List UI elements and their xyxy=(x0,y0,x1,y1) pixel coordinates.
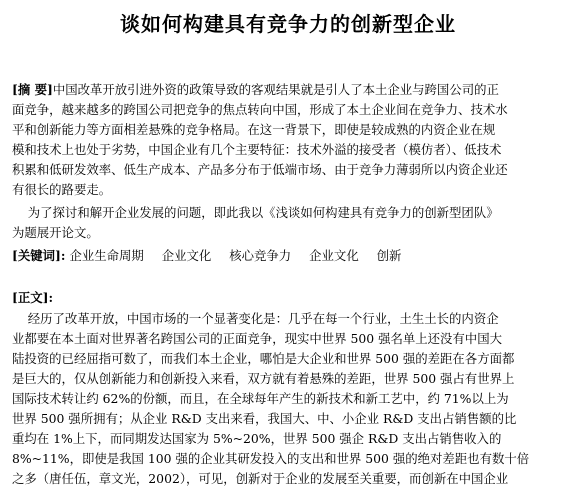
abstract-line: 平和创新能力等方面相差悬殊的竞争格局。在这一背景下，即使是较成熟的内资企业在规 xyxy=(12,122,496,137)
body-line: 之多（唐任伍，章文光，2002），可见，创新对于企业的发展至关重要，而创新在中国企业 xyxy=(12,471,509,486)
keyword: 企业生命周期 xyxy=(69,248,144,263)
body-line: 国际技术转让约 62%的份额，而且，在全球每年产生的新技术和新工艺中，约 71%以上为 xyxy=(12,391,509,406)
document-title: 谈如何构建具有竞争力的创新型企业 xyxy=(120,12,456,36)
abstract-label: [摘 要] xyxy=(12,82,53,97)
body-line: 是巨大的，仅从创新能力和创新投入来看，双方就有着悬殊的差距，世界 500 强占有世界上 xyxy=(12,371,515,386)
body-section xyxy=(12,309,572,489)
body-label: [正文]: xyxy=(12,290,54,305)
abstract-section xyxy=(12,80,572,200)
body-line: 重均在 1%上下，而同期发达国家为 5%~20%，世界 500 强企 R&D 支出占销售收入的 xyxy=(12,431,502,446)
body-line: 陆投资的已经屈指可数了，而我们本土企业，哪怕是大企业和世界 500 强的差距在各方面都 xyxy=(12,351,515,366)
abstract-line: 面竞争，越来越多的跨国公司把竞争的焦点转向中国，形成了本土企业间在竞争力、技术水 xyxy=(12,102,508,117)
keywords-label: [关键词]: xyxy=(12,248,66,263)
purpose-section xyxy=(12,203,572,243)
body-line: 8%~11%，即使是我国 100 强的企业其研发投入的支出和世界 500 强的绝对差距也有数十倍 xyxy=(12,451,530,466)
keyword: 核心竞争力 xyxy=(229,248,292,263)
body-line: 业都要在本土面对世界著名跨国公司的正面竞争，现实中世界 500 强名单上还没有中国大 xyxy=(12,331,502,346)
body-heading xyxy=(12,288,572,308)
abstract-line: 有很长的路要走。 xyxy=(12,182,112,197)
keyword: 创新 xyxy=(376,248,402,263)
abstract-line xyxy=(12,80,572,100)
body-line: 世界 500 强所拥有；从企业 R&D 支出来看，我国大、中、小企业 R&D 支出占销售额的比 xyxy=(12,411,517,426)
purpose-line: 为了探讨和解开企业发展的问题，即此我以《浅谈如何构建具有竞争力的创新型团队》 xyxy=(12,205,499,220)
abstract-line: 模和技术上也处于劣势，中国企业有几个主要特征：技术外溢的接受者（模仿者）、低技术 xyxy=(12,142,502,157)
keyword: 企业文化 xyxy=(309,248,359,263)
abstract-text: 中国改革开放引进外资的政策导致的客观结果就是引人了本土企业与跨国公司的正 xyxy=(52,82,499,97)
body-line: 经历了改革开放，中国市场的一个显著变化是：几乎在每一个行业，土生土长的内资企 xyxy=(12,311,499,326)
purpose-line: 为题展开论文。 xyxy=(12,225,99,240)
abstract-line: 积累和低研发效率、低生产成本、产品多分布于低端市场、由于竞争力薄弱所以内资企业还 xyxy=(12,162,508,177)
keywords-section xyxy=(12,246,572,266)
keyword: 企业文化 xyxy=(161,248,212,263)
keywords-line xyxy=(12,246,572,266)
